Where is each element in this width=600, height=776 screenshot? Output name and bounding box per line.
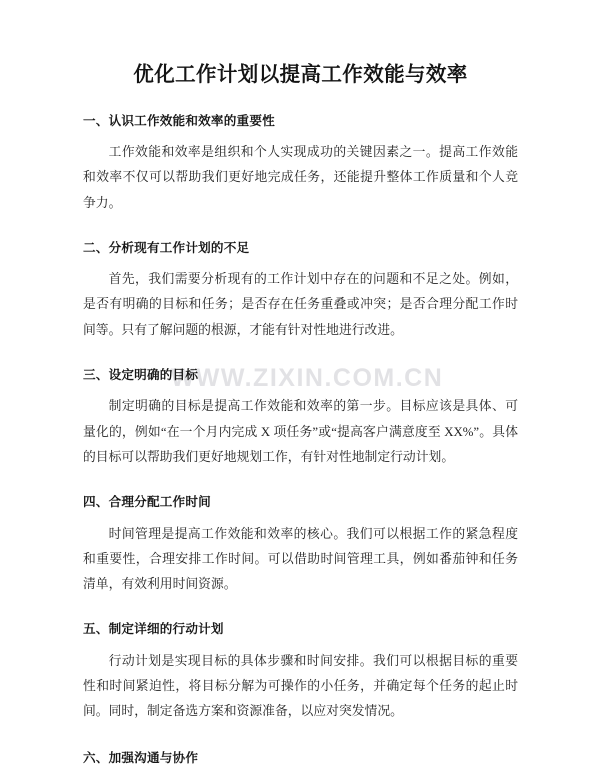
section-body-2: 首先，我们需要分析现有的工作计划中存在的问题和不足之处。例如，是否有明确的目标和任务；是否存在任务重叠或冲突；是否合理分配工作时间等。只有了解问题的根源，才能有针对性地进行改进。 (83, 272, 518, 337)
section-body-1: 工作效能和效率是组织和个人实现成功的关键因素之一。提高工作效能和效率不仅可以帮助我们更好地完成任务，还能提升整体工作质量和个人竞争力。 (83, 145, 518, 210)
section-heading-1: 一、认识工作效能和效率的重要性 (83, 113, 275, 128)
document-section (83, 724, 518, 769)
section-heading-2: 二、分析现有工作计划的不足 (83, 240, 250, 255)
section-body-4: 时间管理是提高工作效能和效率的核心。我们可以根据工作的紧急程度和重要性，合理安排工作时间。可以借助时间管理工具，例如番茄钟和任务清单，有效利用时间资源。 (83, 526, 518, 591)
section-body-5: 行动计划是实现目标的具体步骤和时间安排。我们可以根据目标的重要性和时间紧迫性，将目标分解为可操作的小任务，并确定每个任务的起止时间。同时，制定备选方案和资源准备，以应对突发情况。 (83, 653, 518, 719)
document-section (83, 216, 518, 343)
section-heading-6: 六、加强沟通与协作 (83, 751, 199, 766)
document-section (83, 343, 518, 470)
document-section (83, 89, 518, 216)
document-section (83, 470, 518, 597)
page-title: 优化工作计划以提高工作效能与效率 (133, 63, 468, 86)
section-heading-5: 五、制定详细的行动计划 (83, 622, 224, 637)
document-section (83, 597, 518, 724)
section-heading-3: 三、设定明确的目标 (83, 367, 199, 382)
section-heading-4: 四、合理分配工作时间 (83, 495, 211, 510)
section-body-3: 制定明确的目标是提高工作效能和效率的第一步。目标应该是具体、可量化的，例如“在一个月内完成 X 项任务”或“提高客户满意度至 XX%”。具体的目标可以帮助我们更好地规划工作，有针对性地制定行动计划。 (83, 399, 518, 464)
page-watermark: WWW.ZIXIN.COM.CN (170, 364, 444, 392)
